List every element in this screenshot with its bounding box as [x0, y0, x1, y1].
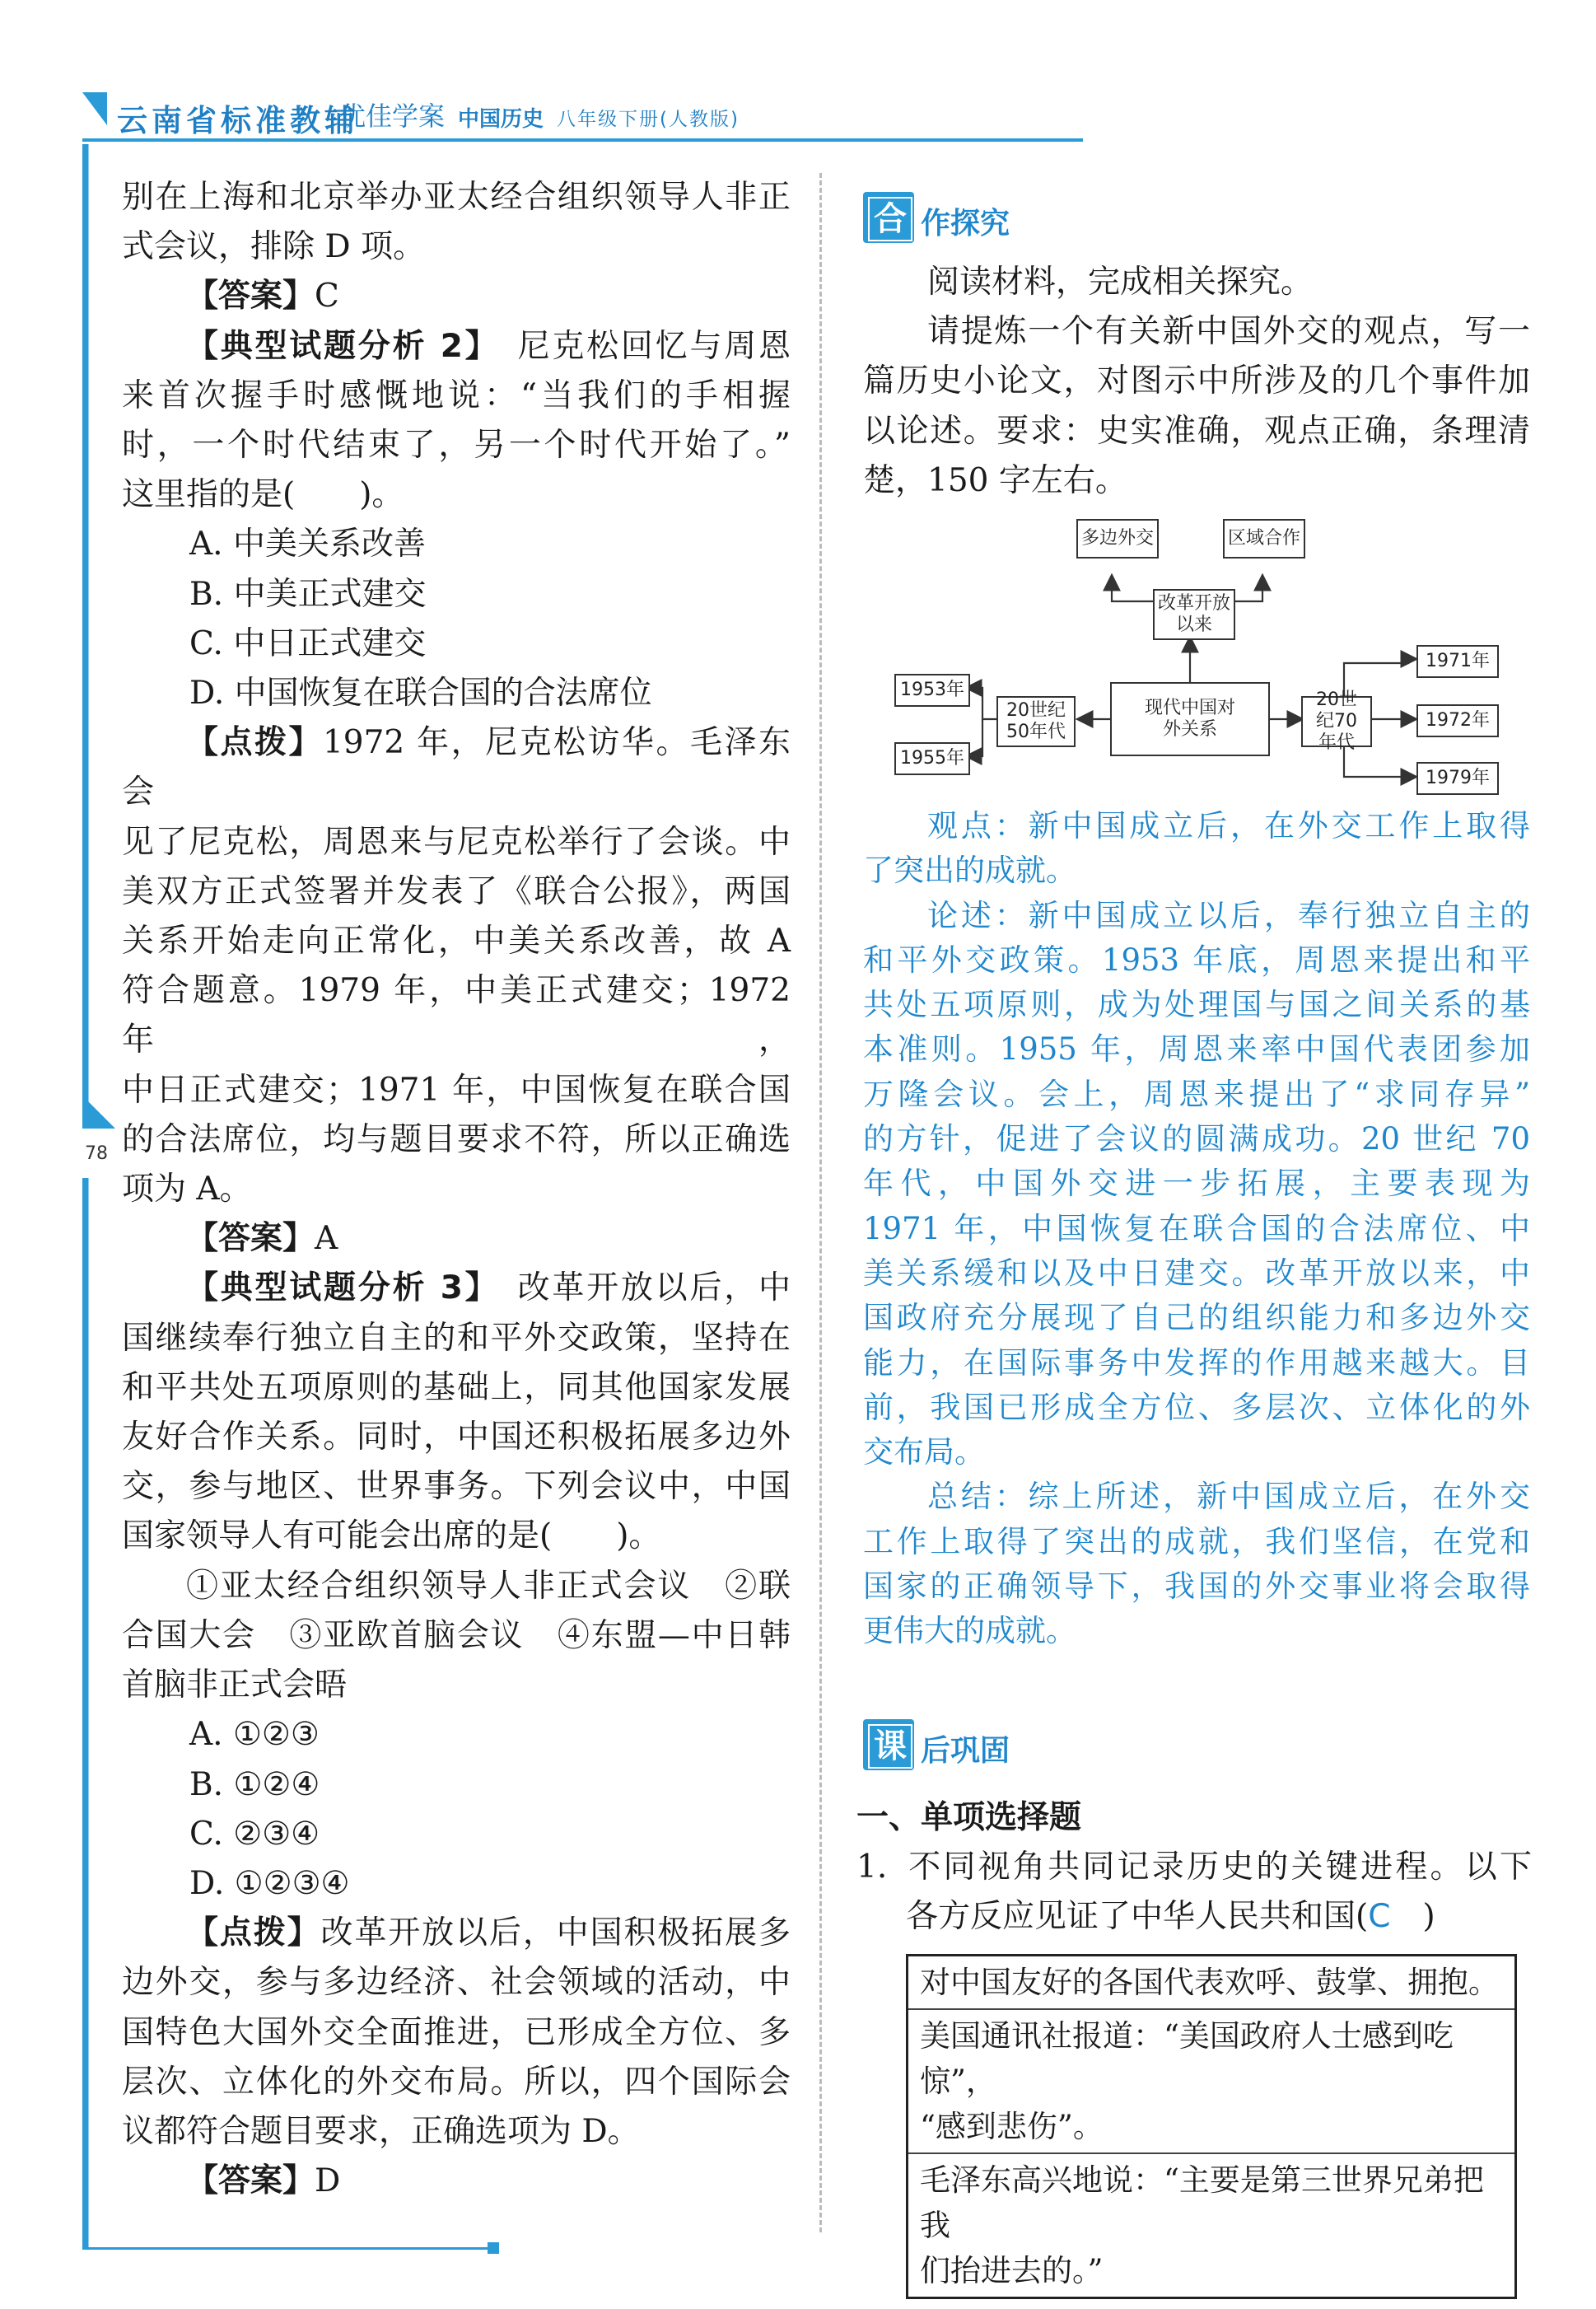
- summary-line: 国家的正确领导下，我国的外交事业将会取得: [863, 1568, 1530, 1605]
- section-badge: [863, 1719, 914, 1770]
- q2-answer: [122, 1214, 791, 1264]
- cell-line: 们抬进去的。”: [920, 2253, 1104, 2288]
- q3-stem-line: 国家领导人有可能会出席的是( )。: [122, 1517, 661, 1555]
- cell-line: 对中国友好的各国代表欢呼、鼓掌、拥抱。: [920, 1965, 1499, 2000]
- box-regional: 区域合作: [1223, 519, 1305, 559]
- summary-line: 总结：综上所述，新中国成立后，在外交: [927, 1479, 1530, 1515]
- q1-stem-line: [856, 1892, 1532, 1942]
- summary-line: 工作上取得了突出的成就，我们坚信，在党和: [863, 1523, 1530, 1559]
- text-line: 别在上海和北京举办亚太经合组织领导人非正: [122, 179, 791, 216]
- header-corner-mark: [82, 92, 107, 125]
- q3-label: 【典型试题分析 3】: [186, 1269, 483, 1307]
- section-title: 作探究: [921, 207, 1010, 241]
- q3-stem-line: [122, 1264, 791, 1313]
- answer-1: [122, 272, 791, 321]
- q1-stem-text: 各方反应见证了中华人民共和国(: [906, 1898, 1369, 1936]
- margin-bar-bottom: [82, 1178, 110, 2249]
- q3-hint-line: 国特色大国外交全面推进，已形成全方位、多: [122, 2013, 791, 2051]
- answer-value: C: [315, 278, 339, 316]
- box-multilateral: 多边外交: [1076, 519, 1159, 559]
- argument-line: 和平外交政策。1953 年底，周恩来提出和平: [863, 942, 1530, 978]
- q3-answer: [122, 2157, 791, 2206]
- argument-line: 交布局。: [863, 1434, 985, 1470]
- box-1955: 1955年: [894, 742, 970, 775]
- q3-items-line: ①亚太经合组织领导人非正式会议 ②联: [186, 1567, 791, 1605]
- page-number: 78: [85, 1143, 108, 1164]
- q3-stem-line: 和平共处五项原则的基础上，同其他国家发展: [122, 1368, 791, 1406]
- q2-hint-line: 项为 A。: [122, 1171, 252, 1208]
- margin-bar-top: [82, 144, 110, 1112]
- q2-hint-line: [122, 718, 791, 817]
- q2-hint-line: 美双方正式签署并发表了《联合公报》，两国: [122, 872, 791, 910]
- header-subject: 中国历史: [458, 107, 544, 132]
- table-row: [908, 1956, 1516, 2010]
- q2-stem-line: 来首次握手时感慨地说：“当我们的手相握: [122, 376, 791, 414]
- section-title: 后巩固: [921, 1734, 1010, 1768]
- footer-rule: [82, 2247, 494, 2250]
- q1-answer: C: [1368, 1898, 1391, 1936]
- section-badge: [863, 192, 914, 243]
- header-subtitle: 优佳学案: [339, 100, 446, 132]
- q1-number: 1.: [856, 1849, 888, 1886]
- q3-option-c: C. ②③④: [189, 1815, 320, 1853]
- inquiry-answer: [863, 804, 1530, 1654]
- q2-option-d: D. 中国恢复在联合国的合法席位: [189, 675, 652, 713]
- hint-text: 1972 年，尼克松访华。毛泽东会: [122, 724, 791, 811]
- q3-items-line: 首脑非正式会晤: [122, 1666, 348, 1704]
- q3-hint-line: [122, 1909, 791, 1958]
- cell-line: “感到悲伤”。: [920, 2109, 1104, 2144]
- box-reform: 改革开放以来: [1153, 589, 1235, 640]
- argument-line: 能力，在国际事务中发挥的作用越来越大。目: [863, 1344, 1530, 1381]
- q2-hint-line: 符合题意。1979 年，中美正式建交；1972 年，: [122, 972, 791, 1059]
- box-1971: 1971年: [1416, 645, 1499, 678]
- margin-tab: [82, 1096, 115, 1129]
- cell-line: 毛泽东高兴地说：“主要是第三世界兄弟把我: [920, 2162, 1484, 2243]
- answer-label: 【答案】: [186, 278, 315, 316]
- argument-line: 年代，中国外交进一步拓展，主要表现为: [863, 1166, 1530, 1202]
- table-cell: [908, 1956, 1516, 2010]
- q1-stem-text: 不同视角共同记录历史的关键进程。以下: [906, 1849, 1532, 1886]
- q3-hint-line: 议都符合题目要求，正确选项为 D。: [122, 2112, 640, 2150]
- after-class-exercises: [856, 1793, 1532, 1942]
- answer-value: D: [315, 2162, 341, 2200]
- q2-option-a: A. 中美关系改善: [189, 526, 426, 563]
- q2-hint-line: 关系开始走向正常化，中美关系改善，故 A: [122, 923, 791, 961]
- argument-line: 的方针，促进了会议的圆满成功。20 世纪 70: [863, 1121, 1530, 1157]
- foreign-relations-diagram: [889, 515, 1515, 799]
- table-cell: [908, 2009, 1516, 2153]
- q2-hint-line: 中日正式建交；1971 年，中国恢复在联合国: [122, 1071, 791, 1109]
- q2-option-b: B. 中美正式建交: [189, 575, 427, 613]
- q2-stem-line: [122, 322, 791, 372]
- hint-text: 改革开放以后，中国积极拓展多: [320, 1914, 791, 1952]
- q3-stem-line: 友好合作关系。同时，中国还积极拓展多边外: [122, 1419, 791, 1456]
- header-series: 云南省标准教辅: [117, 103, 359, 138]
- answer-label: 【答案】: [186, 1220, 315, 1258]
- q3-hint-line: 层次、立体化的外交布局。所以，四个国际会: [122, 2063, 791, 2101]
- text-line: 式会议，排除 D 项。: [122, 228, 426, 266]
- argument-line: 共处五项原则，成为处理国与国之间关系的基: [863, 987, 1530, 1023]
- header-grade: 八年级下册(人教版): [557, 109, 740, 130]
- q1-stem-line: [856, 1843, 1532, 1892]
- column-divider: [819, 173, 822, 2232]
- q3-option-b: B. ①②④: [189, 1765, 320, 1803]
- prompt-line: 阅读材料，完成相关探究。: [927, 264, 1314, 301]
- q2-hint-line: 见了尼克松，周恩来与尼克松举行了会谈。中: [122, 823, 791, 861]
- part-title: 一、单项选择题: [856, 1799, 1082, 1836]
- q3-option-a: A. ①②③: [189, 1716, 320, 1754]
- table-row: [908, 2153, 1516, 2298]
- prompt-line: 请提炼一个有关新中国外交的观点，写一: [927, 313, 1530, 351]
- box-1972: 1972年: [1416, 704, 1499, 737]
- q3-items-line: 合国大会 ③亚欧首脑会议 ④东盟—中日韩: [122, 1616, 791, 1654]
- q3-stem-line: 交，参与地区、世界事务。下列会议中，中国: [122, 1468, 791, 1506]
- prompt-line: 篇历史小论文，对图示中所涉及的几个事件加: [863, 362, 1530, 400]
- box-70s: 20世纪70年代: [1301, 696, 1372, 747]
- argument-line: 1971 年，中国恢复在联合国的合法席位、中: [863, 1210, 1530, 1246]
- cell-line: 美国通讯社报道：“美国政府人士感到吃惊”，: [920, 2018, 1454, 2099]
- box-1979: 1979年: [1416, 762, 1499, 795]
- q3-option-d: D. ①②③④: [189, 1864, 350, 1902]
- section-badge-char: 合: [868, 197, 912, 241]
- argument-line: 万隆会议。会上，周恩来提出了“求同存异”: [863, 1076, 1530, 1112]
- hint-label: 【点拨】: [186, 724, 323, 762]
- hint-label: 【点拨】: [186, 1914, 321, 1952]
- q1-material-table: [906, 1954, 1517, 2299]
- q2-option-c: C. 中日正式建交: [189, 624, 427, 662]
- q1-close-paren: ): [1422, 1898, 1435, 1936]
- inquiry-prompt: [863, 258, 1530, 506]
- viewpoint-line: 了突出的成就。: [863, 853, 1076, 889]
- footer-square: [488, 2242, 499, 2254]
- argument-line: 美关系缓和以及中日建交。改革开放以来，中: [863, 1255, 1530, 1291]
- table-row: [908, 2009, 1516, 2153]
- q3-stem-line: 国继续奉行独立自主的和平外交政策，坚持在: [122, 1319, 791, 1357]
- arrow-to-multilateral: [1112, 577, 1153, 601]
- q2-stem-line: 这里指的是( )。: [122, 476, 404, 514]
- prompt-line: 楚，150 字左右。: [863, 461, 1127, 499]
- argument-line: 前，我国已形成全方位、多层次、立体化的外: [863, 1389, 1530, 1425]
- box-1953: 1953年: [894, 674, 970, 707]
- table-cell: [908, 2153, 1516, 2298]
- q2-hint-line: 的合法席位，均与题目要求不符，所以正确选: [122, 1120, 791, 1158]
- argument-line: 论述：新中国成立以后，奉行独立自主的: [927, 897, 1530, 933]
- box-50s: 20世纪50年代: [996, 696, 1076, 747]
- box-center: 现代中国对外关系: [1110, 682, 1270, 756]
- arrow-to-1953: [968, 688, 996, 719]
- prompt-line: 以论述。要求：史实准确，观点正确，条理清: [863, 412, 1530, 450]
- left-column: [122, 173, 791, 2206]
- answer-label: 【答案】: [186, 2162, 315, 2200]
- answer-value: A: [315, 1220, 338, 1258]
- viewpoint-line: 观点：新中国成立后，在外交工作上取得: [927, 808, 1530, 844]
- section-badge-char: 课: [868, 1724, 912, 1769]
- argument-line: 国政府充分展现了自己的组织能力和多边外交: [863, 1300, 1530, 1336]
- q2-stem-line: 时，一个时代结束了，另一个时代开始了。”: [122, 427, 791, 465]
- q2-stem-text: 尼克松回忆与周恩: [517, 327, 791, 365]
- q2-label: 【典型试题分析 2】: [186, 327, 483, 365]
- argument-line: 本准则。1955 年，周恩来率中国代表团参加: [863, 1031, 1530, 1068]
- q3-hint-line: 边外交，参与多边经济、社会领域的活动，中: [122, 1964, 791, 2002]
- summary-line: 更伟大的成就。: [863, 1613, 1076, 1649]
- q3-stem-text: 改革开放以后，中: [517, 1269, 791, 1307]
